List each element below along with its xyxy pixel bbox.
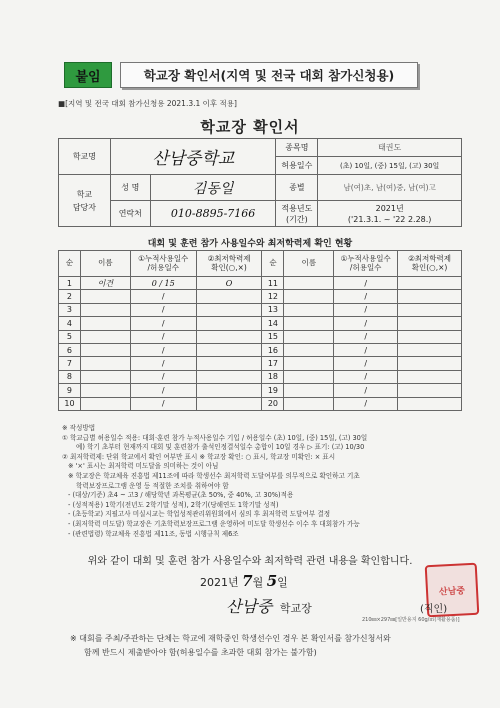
- table-row: [59, 317, 462, 330]
- table-row: [59, 357, 462, 370]
- col-header-check-2: ②최저학력제 확인(○,×): [398, 251, 462, 277]
- row-number: 8: [59, 370, 81, 383]
- header-row: [64, 62, 418, 88]
- annex-title: 학교장 확인서(지역 및 전국 대회 참가신청용): [120, 62, 418, 88]
- info-table: [58, 138, 462, 227]
- notes-line: - (관련법령) 학교체육 진흥법 제11조, 동법 시행규칙 제6조: [68, 529, 239, 538]
- student-name: [284, 317, 334, 330]
- student-name: [284, 357, 334, 370]
- row-number: 5: [59, 330, 81, 343]
- date-month-unit: 월: [252, 576, 264, 589]
- period-value: ('21.3.1. ~ '22 2.28.): [347, 214, 432, 224]
- category-value: 남(여)초, 남(여)중, 남(여)고: [318, 175, 462, 201]
- student-name: [80, 384, 130, 397]
- student-name: [80, 343, 130, 356]
- min-grade-check: [398, 397, 462, 410]
- year-value: 2021년: [375, 203, 404, 213]
- student-name: [80, 397, 130, 410]
- cumulative-days: /: [130, 330, 196, 343]
- bottom-note: [70, 632, 490, 660]
- min-grade-check: [398, 370, 462, 383]
- paper-size-note: 210㎜×297㎜[일반용지 60g/㎡(재활용품)]: [362, 617, 460, 623]
- row-number: 6: [59, 343, 81, 356]
- notes-line: ① 학교급별 허용일수 적용: 대회·훈련 참가 누적사용일수 기입 / 허용일수 (초) 10일, (중) 15일, (고) 30일: [62, 433, 368, 442]
- row-number: 1: [59, 277, 81, 290]
- cumulative-days: /: [334, 370, 398, 383]
- contact-label: 연락처: [110, 201, 150, 227]
- row-number: 4: [59, 317, 81, 330]
- cumulative-days: /: [334, 277, 398, 290]
- student-name: [284, 330, 334, 343]
- notes-line: ※ '×' 표시는 최저학력 미도달을 의미하는 것이 아님: [68, 462, 219, 471]
- sport-label: 종목명: [276, 139, 318, 157]
- row-number: 12: [262, 290, 284, 303]
- notes-line: - (초등학교) 지필고사 미실시교는 학업성적관리위원회에서 심의 후 최저학력 도달여부 결정: [68, 510, 331, 519]
- row-number: 19: [262, 384, 284, 397]
- min-grade-check: [398, 384, 462, 397]
- min-grade-check: [196, 384, 262, 397]
- allowed-days-label: 허용일수: [276, 157, 318, 175]
- min-grade-check: [398, 330, 462, 343]
- col-header-no-1: 순: [59, 251, 81, 277]
- row-number: 10: [59, 397, 81, 410]
- min-grade-check: [398, 277, 462, 290]
- table-row: [59, 277, 462, 290]
- row-number: 17: [262, 357, 284, 370]
- cumulative-days: /: [130, 343, 196, 356]
- official-seal-label: (직인): [420, 604, 448, 615]
- min-grade-check: [196, 343, 262, 356]
- row-number: 15: [262, 330, 284, 343]
- date-month: 7: [242, 572, 253, 590]
- min-grade-check: [196, 370, 262, 383]
- school-value: 산남중학교: [110, 139, 276, 175]
- student-name: [284, 343, 334, 356]
- min-grade-check: [398, 303, 462, 316]
- manager-label: 학교 담당자: [59, 175, 111, 227]
- col-header-days-1: ①누적사용일수 /허용일수: [130, 251, 196, 277]
- document-title: 학교장 확인서: [200, 118, 300, 136]
- writing-instructions: [62, 424, 462, 539]
- min-grade-check: [398, 343, 462, 356]
- student-name: 이건: [80, 277, 130, 290]
- col-header-days-2: ①누적사용일수 /허용일수: [334, 251, 398, 277]
- year-cell: [318, 201, 462, 227]
- notes-line: 학력보장프로그램 운영 등 적절한 조치를 취하여야 함: [76, 481, 229, 490]
- cumulative-days: /: [334, 343, 398, 356]
- year-label: 적용년도 (기간): [276, 201, 318, 227]
- status-header-row: [59, 251, 462, 277]
- annex-badge: 붙임: [64, 62, 112, 88]
- table-row: [59, 397, 462, 410]
- table-row: [59, 343, 462, 356]
- min-grade-check: [196, 330, 262, 343]
- min-grade-check: [196, 397, 262, 410]
- table-row: [59, 370, 462, 383]
- row-number: 11: [262, 277, 284, 290]
- min-grade-check: [196, 290, 262, 303]
- row-number: 14: [262, 317, 284, 330]
- applicability-note: ■[지역 및 전국 대회 참가신청용 2021.3.1 이후 적용]: [58, 99, 237, 108]
- col-header-check-1: ②최저학력제 확인(○,×): [196, 251, 262, 277]
- row-number: 16: [262, 343, 284, 356]
- notes-heading: ※ 작성방법: [62, 424, 96, 432]
- notes-line: ※ 학교장은 학교체육 진흥법 제11조에 따라 학생선수 최저학력 도달여부를 의무적으로 확인하고 기초: [68, 471, 360, 480]
- name-value: 김동일: [150, 175, 276, 201]
- cumulative-days: /: [334, 397, 398, 410]
- table-row: [59, 330, 462, 343]
- student-name: [80, 290, 130, 303]
- student-name: [80, 370, 130, 383]
- cumulative-days: /: [130, 397, 196, 410]
- min-grade-check: [196, 357, 262, 370]
- student-name: [284, 303, 334, 316]
- notes-line: - (최저학력 미도달) 학교장은 기초학력보장프로그램 운영하여 미도달 학생선수 이수 후 대회참가 가능: [68, 519, 360, 528]
- min-grade-check: [196, 317, 262, 330]
- status-table: [58, 250, 462, 411]
- min-grade-check: [398, 317, 462, 330]
- school-label: 학교명: [59, 139, 111, 175]
- notes-line: 예) 학기 초부터 현재까지 대회 및 훈련참가 출석인정결석일수 총합이 10일 경우 ▷ 표기: (고) 10/30: [76, 443, 365, 452]
- signature-school: 산남중: [226, 597, 273, 616]
- sport-value: 태권도: [318, 139, 462, 157]
- table-row: [59, 290, 462, 303]
- section-title: 대회 및 훈련 참가 사용일수와 최저학력제 확인 현황: [147, 239, 353, 249]
- category-label: 종별: [276, 175, 318, 201]
- cumulative-days: /: [334, 330, 398, 343]
- contact-value: 010-8895-7166: [150, 201, 276, 227]
- name-label: 성 명: [110, 175, 150, 201]
- cumulative-days: /: [130, 317, 196, 330]
- table-row: [59, 384, 462, 397]
- row-number: 3: [59, 303, 81, 316]
- row-number: 20: [262, 397, 284, 410]
- student-name: [284, 277, 334, 290]
- cumulative-days: /: [130, 303, 196, 316]
- student-name: [284, 397, 334, 410]
- allowed-days-value: (초) 10일, (중) 15일, (고) 30일: [318, 157, 462, 175]
- date-line: [200, 572, 288, 590]
- notes-line: ② 최저학력제: 단위 학교에서 확인 여부만 표시 ※ 학교장 확인: ○ 표시, 학교장 미확인: × 표시: [62, 452, 336, 461]
- col-header-no-2: 순: [262, 251, 284, 277]
- table-row: [59, 303, 462, 316]
- col-header-name-1: 이름: [80, 251, 130, 277]
- row-number: 2: [59, 290, 81, 303]
- student-name: [284, 290, 334, 303]
- row-number: 7: [59, 357, 81, 370]
- cumulative-days: /: [130, 384, 196, 397]
- cumulative-days: /: [130, 357, 196, 370]
- row-number: 9: [59, 384, 81, 397]
- student-name: [284, 370, 334, 383]
- student-name: [284, 384, 334, 397]
- student-name: [80, 303, 130, 316]
- cumulative-days: /: [334, 290, 398, 303]
- notes-line: - (대상/기준) 초4 ~ 고3 / 해당학년 과목평균(초 50%, 중 40%, 고 30%)적용: [68, 491, 294, 500]
- bottom-note-line: 함께 반드시 제출받아야 함(허용일수를 초과한 대회 참가는 불가함): [84, 648, 317, 657]
- col-header-name-2: 이름: [284, 251, 334, 277]
- cumulative-days: /: [334, 357, 398, 370]
- principal-signature-line: [226, 594, 312, 617]
- date-day-unit: 일: [277, 576, 288, 589]
- confirmation-statement: 위와 같이 대회 및 훈련 참가 사용일수와 최저학력 관련 내용을 확인합니다.: [87, 556, 413, 567]
- student-name: [80, 357, 130, 370]
- cumulative-days: /: [130, 370, 196, 383]
- min-grade-check: [196, 303, 262, 316]
- min-grade-check: [398, 290, 462, 303]
- principal-label: 학교장: [279, 602, 312, 615]
- cumulative-days: /: [130, 290, 196, 303]
- date-day: 5: [266, 572, 278, 590]
- date-year: 2021년: [200, 576, 239, 589]
- cumulative-days: /: [334, 384, 398, 397]
- row-number: 13: [262, 303, 284, 316]
- notes-line: - (성적적용) 1학기(전년도 2학기말 성적), 2학기(당해연도 1학기말 성적): [68, 500, 279, 509]
- student-name: [80, 317, 130, 330]
- stamp-text: 산남중: [438, 585, 466, 598]
- cumulative-days: /: [334, 303, 398, 316]
- student-name: [80, 330, 130, 343]
- cumulative-days: /: [334, 317, 398, 330]
- status-table-body: [59, 277, 462, 411]
- row-number: 18: [262, 370, 284, 383]
- bottom-note-line: ※ 대회를 주최/주관하는 단체는 학교에 재학중인 학생선수인 경우 본 확인서를 참가신청서와: [70, 634, 391, 643]
- min-grade-check: [398, 357, 462, 370]
- min-grade-check: O: [196, 277, 262, 290]
- cumulative-days: 0 / 15: [130, 277, 196, 290]
